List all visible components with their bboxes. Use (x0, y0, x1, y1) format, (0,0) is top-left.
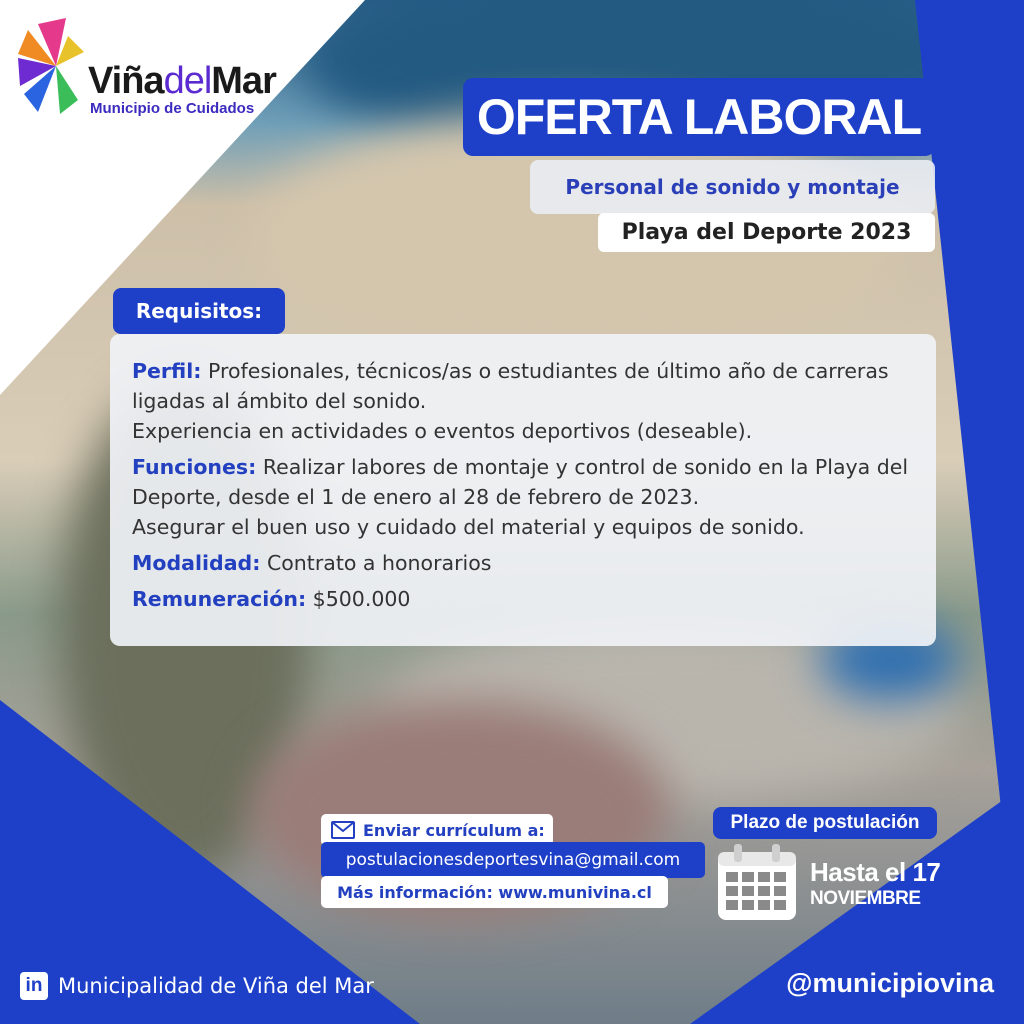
funciones-text-2: Asegurar el buen uso y cuidado del material y equipos de sonido. (132, 515, 805, 539)
remuneracion-label: Remuneración: (132, 587, 307, 611)
linkedin-icon: in (20, 972, 48, 1000)
logo (18, 16, 278, 126)
linkedin-footer[interactable] (20, 972, 374, 1000)
logo-title: ViñadelMar (88, 60, 276, 102)
funciones-paragraph (132, 452, 914, 542)
requirements-tab: Requisitos: (113, 288, 285, 334)
linkedin-text: Municipalidad de Viña del Mar (58, 974, 374, 998)
program-title: Playa del Deporte 2023 (598, 213, 935, 252)
modalidad-paragraph (132, 548, 914, 578)
social-handle[interactable]: @municipiovina (786, 968, 994, 998)
perfil-paragraph (132, 356, 914, 446)
remuneracion-paragraph (132, 584, 914, 614)
envelope-icon (331, 821, 355, 839)
more-info-link[interactable]: Más información: www.munivina.cl (321, 876, 668, 908)
deadline-month: NOVIEMBRE (810, 888, 921, 909)
perfil-text: Profesionales, técnicos/as o estudiantes de último año de carreras ligadas al ámbito del sonido. (132, 359, 889, 413)
funciones-label: Funciones: (132, 455, 257, 479)
deadline-date: Hasta el 17 (810, 857, 941, 887)
logo-tagline: Municipio de Cuidados (90, 100, 255, 117)
calendar-icon (716, 844, 798, 922)
requirements-box (110, 334, 936, 646)
modalidad-text: Contrato a honorarios (260, 551, 492, 575)
position-title: Personal de sonido y montaje (530, 160, 935, 214)
page-title: OFERTA LABORAL (463, 78, 935, 156)
modalidad-label: Modalidad: (132, 551, 261, 575)
deadline-label: Plazo de postulación (713, 807, 937, 839)
flower-logo-icon (18, 16, 88, 116)
perfil-text-2: Experiencia en actividades o eventos deportivos (deseable). (132, 419, 753, 443)
remuneracion-text: $500.000 (306, 587, 411, 611)
perfil-label: Perfil: (132, 359, 202, 383)
funciones-text: Realizar labores de montaje y control de sonido en la Playa del Deporte, desde el 1 de enero al 28 de febrero de 2023. (132, 455, 909, 509)
send-cv-text: Enviar currículum a: (363, 820, 545, 840)
email-link[interactable]: postulacionesdeportesvina@gmail.com (321, 842, 705, 878)
